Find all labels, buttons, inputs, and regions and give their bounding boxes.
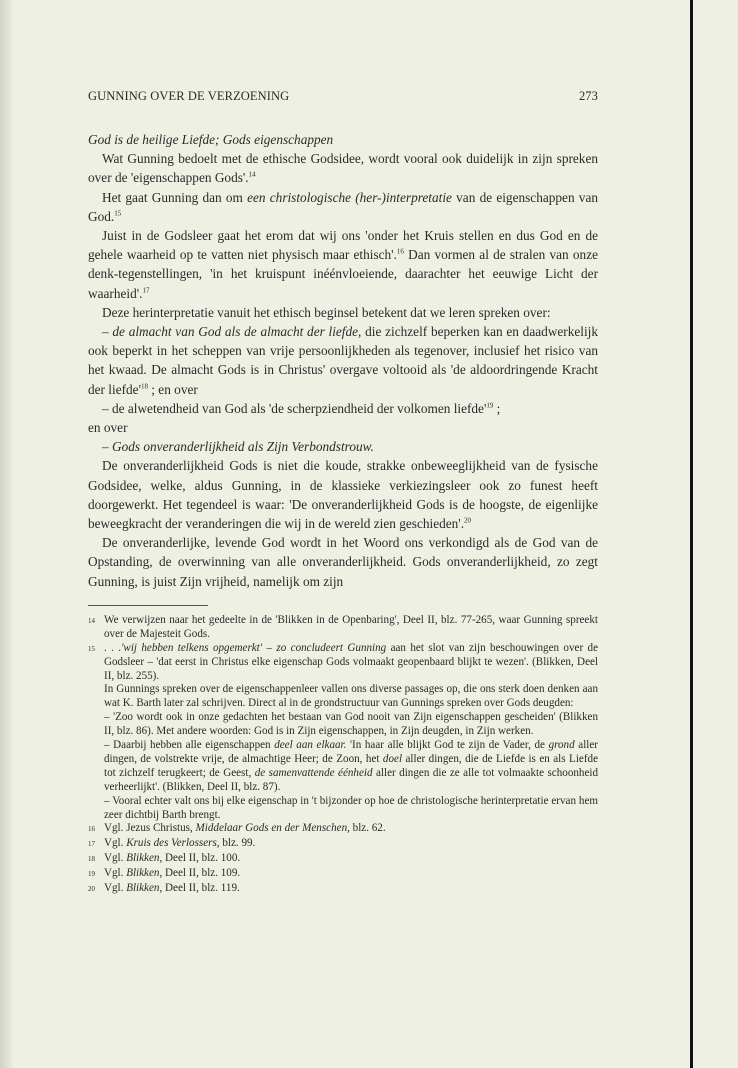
note-ref-18: 18 [140, 382, 148, 391]
running-head [88, 89, 598, 104]
running-head-title: GUNNING OVER DE VERZOENING [88, 89, 290, 103]
list-item-alwetendheid: – de alwetendheid van God als 'de scherpziendheid der volkomen $liefde'^{19}$ ; [102, 400, 501, 416]
note-ref-19: 19 [486, 401, 494, 410]
scan-edge-shadow [0, 0, 14, 1068]
footnote-separator [88, 605, 208, 606]
list-item-onveranderlijkheid: – Gods onveranderlijkheid als Zijn Verbondstrouw. [102, 439, 374, 455]
paragraph-2: Het gaat Gunning dan om een christologische (her-)interpretatie van de eigenschappen van God.$^{15}$ [88, 189, 598, 224]
footnote-15: 15 . . .'wij hebben telkens opgemerkt' – zo concludeert Gunning aan het slot van zijn beschouwingen over de Godsleer – 'dat eerst in Christus elke eigenschap Gods volmaakt geopenbaard blijkt te wezen'. (Blikken, Deel II, blz. 255). In Gunnings spreken over de eigenschappenleer vallen ons diverse passages op, die ons sterk doen denken aan wat K. Barth later zal schrijven. Direct al in de grondstructuur van Gunnings spreken over Gods deugden: – 'Zoo wordt ook in onze gedachten het bestaan van God nooit van Zijn eigenschappen gescheiden' (Blikken II, blz. 86). Met andere woorden: God is in Zijn eigenschappen, in Zijn deugden, in Zijn werken. – Daarbij hebben alle eigenschappen deel aan elkaar. 'In haar alle blijkt God te zijn de Vader, de grond aller dingen, de volstrekte vrije, de almachtige Heer; de Zoon, het doel aller dingen, die de Liefde is en als Liefde tot zichzelf terugkeert; de Geest, de samenvattende éénheid aller dingen die ze alle tot volmaakte schoonheid verheerlijkt'. (Blikken, Deel II, blz. 87). – Vooral echter valt ons bij elke eigenschap in 't bijzonder op hoe de christologische herinterpretatie ervan hem zeer dichtbij Barth brengt. [88, 641, 599, 821]
note-ref-15: 15 [114, 209, 122, 218]
note-ref-14: 14 [248, 170, 256, 179]
book-page [88, 89, 598, 897]
footnote-19: 19 Vgl. Blikken, Deel II, blz. 109. [88, 867, 241, 880]
footnote-17: 17 Vgl. Kruis des Verlossers, blz. 99. [88, 837, 256, 850]
scan-border-line [690, 0, 693, 1068]
footnote-14: 14 We verwijzen naar het gedeelte in de 'Blikken in de Openbaring', Deel II, blz. 77-265, waar Gunning spreekt over de Majesteit Gods. [88, 613, 598, 640]
note-ref-20: 20 [464, 516, 472, 525]
footnote-20: 20 Vgl. Blikken, Deel II, blz. 119. [88, 882, 240, 895]
page-number: 273 [578, 89, 598, 103]
paragraph-1: Wat Gunning bedoelt met de ethische Godsidee, wordt vooral ook duidelijk in zijn spreken over de 'eigenschappen Gods'.$^{14}$ [88, 151, 598, 186]
body-text [88, 130, 598, 591]
paragraph-4: Deze herinterpretatie vanuit het ethisch beginsel betekent dat we leren spreken over: [102, 304, 551, 320]
footnote-16: 16 Vgl. Jezus Christus, Middelaar Gods en der Menschen, blz. 62. [88, 822, 386, 835]
list-connector: en over [88, 420, 128, 436]
footnotes [88, 614, 598, 897]
footnote-18: 18 Vgl. Blikken, Deel II, blz. 100. [88, 852, 241, 865]
paragraph-5: De onveranderlijkheid Gods is niet die koude, strakke onbeweeglijkheid van de fysische Godsidee, welke, aldus Gunning, in de klassieke verkiezingsleer ook zo funest heeft doorgewerkt. Het tegendeel is waar: 'De onveranderlijkheid Gods is de hoogste, de eigenlijke beweegkracht der veranderingen die wij in de wereld zien geschieden'.$^{20}$ [88, 458, 598, 532]
note-ref-16: 16 [396, 247, 404, 256]
note-ref-17: 17 [142, 286, 150, 295]
paragraph-3: Juist in de Godsleer gaat het erom dat wij ons 'onder het Kruis stellen en dus God en de gehele waarheid op te vatten niet physisch maar ethisch'.$^{16}$ Dan vormen al de stralen van onze denk-tegenstellingen, 'in het kruispunt inéénvloeiende, daarachter het eeuwige Licht der waarheid'.$^{17}$ [88, 228, 599, 301]
list-item-almacht: – de almacht van God als de almacht der liefde, die zichzelf beperken kan en daadwerkelijk ook beperkt in het scheppen van vrije persoonlijkheden als tegenover, inclusief het risico van het kwaad. De almacht Gods is in Christus' overgave voltooid als 'de aldoordringende Kracht der $liefde'^{18}$ ; en over [88, 324, 598, 397]
paragraph-6: De onveranderlijke, levende God wordt in het Woord ons verkondigd als de God van de Opstanding, de overwinning van alle onveranderlijkheid. Gods onveranderlijkheid, zo zegt Gunning, is juist Zijn vrijheid, namelijk om zijn [88, 535, 598, 589]
section-heading: God is de heilige Liefde; Gods eigenschappen [88, 132, 334, 147]
